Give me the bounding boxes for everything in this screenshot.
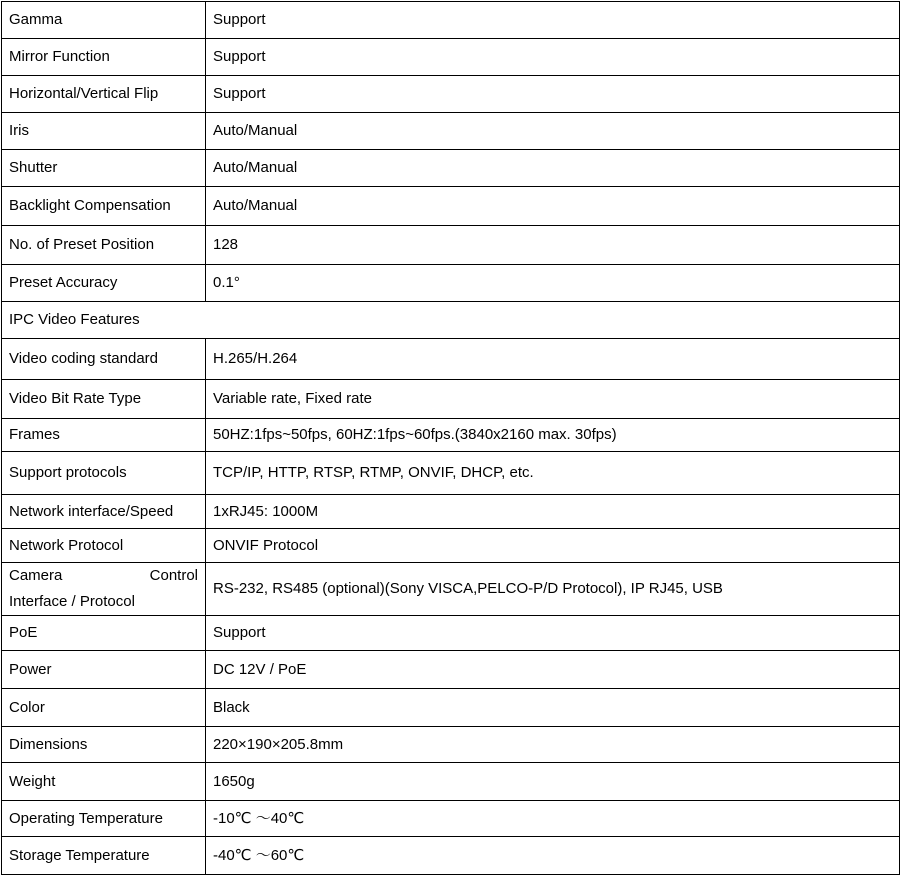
spec-value: 1xRJ45: 1000M: [206, 495, 900, 529]
spec-label: Mirror Function: [2, 39, 206, 76]
spec-value: TCP/IP, HTTP, RTSP, RTMP, ONVIF, DHCP, etc.: [206, 452, 900, 495]
table-row: [2, 563, 900, 616]
spec-value: RS-232, RS485 (optional)(Sony VISCA,PELCO-P/D Protocol), IP RJ45, USB: [206, 563, 900, 616]
table-row: [2, 39, 900, 76]
spec-value: Support: [206, 39, 900, 76]
spec-value: Support: [206, 2, 900, 39]
spec-label: Preset Accuracy: [2, 265, 206, 302]
spec-label: Horizontal/Vertical Flip: [2, 76, 206, 113]
spec-label: Video Bit Rate Type: [2, 380, 206, 419]
specification-table: [1, 1, 900, 875]
table-row: [2, 763, 900, 801]
spec-label: Weight: [2, 763, 206, 801]
spec-value: Support: [206, 616, 900, 651]
spec-value: -10℃ ～40℃: [206, 801, 900, 837]
spec-label: Support protocols: [2, 452, 206, 495]
section-title: IPC Video Features: [2, 302, 900, 339]
table-row: [2, 113, 900, 150]
spec-label: Storage Temperature: [2, 837, 206, 875]
table-row: [2, 150, 900, 187]
table-row: [2, 226, 900, 265]
spec-label: Video coding standard: [2, 339, 206, 380]
spec-label-camera-control: [2, 563, 206, 616]
spec-label: PoE: [2, 616, 206, 651]
spec-label: Backlight Compensation: [2, 187, 206, 226]
table-row: [2, 651, 900, 689]
spec-label: Shutter: [2, 150, 206, 187]
spec-value: ONVIF Protocol: [206, 529, 900, 563]
spec-label: Network interface/Speed: [2, 495, 206, 529]
label-line: Interface / Protocol: [9, 593, 135, 610]
table-row: [2, 616, 900, 651]
spec-label: Power: [2, 651, 206, 689]
spec-label: Color: [2, 689, 206, 727]
spec-label: Iris: [2, 113, 206, 150]
label-word: Control: [149, 567, 198, 584]
table-row: [2, 837, 900, 875]
spec-value: 220×190×205.8mm: [206, 727, 900, 763]
spec-label: Gamma: [2, 2, 206, 39]
label-word: Camera: [9, 567, 63, 584]
spec-value: 0.1°: [206, 265, 900, 302]
spec-value: Variable rate, Fixed rate: [206, 380, 900, 419]
table-row: [2, 529, 900, 563]
spec-value: Auto/Manual: [206, 150, 900, 187]
table-row: [2, 2, 900, 39]
spec-label: Frames: [2, 419, 206, 452]
table-row: [2, 76, 900, 113]
spec-label: No. of Preset Position: [2, 226, 206, 265]
table-row: [2, 495, 900, 529]
table-row: [2, 187, 900, 226]
table-row: [2, 801, 900, 837]
spec-label: Dimensions: [2, 727, 206, 763]
table-row: [2, 265, 900, 302]
table-row: [2, 380, 900, 419]
section-header-row: [2, 302, 900, 339]
spec-value: Auto/Manual: [206, 113, 900, 150]
table-row: [2, 339, 900, 380]
spec-value: 1650g: [206, 763, 900, 801]
spec-label: Network Protocol: [2, 529, 206, 563]
table-row: [2, 689, 900, 727]
spec-label: Operating Temperature: [2, 801, 206, 837]
spec-value: DC 12V / PoE: [206, 651, 900, 689]
spec-value: -40℃ ～60℃: [206, 837, 900, 875]
table-row: [2, 727, 900, 763]
spec-value: 50HZ:1fps~50fps, 60HZ:1fps~60fps.(3840x2160 max. 30fps): [206, 419, 900, 452]
table-row: [2, 452, 900, 495]
spec-value: Auto/Manual: [206, 187, 900, 226]
spec-value: Support: [206, 76, 900, 113]
spec-value: 128: [206, 226, 900, 265]
table-row: [2, 419, 900, 452]
spec-value: H.265/H.264: [206, 339, 900, 380]
spec-value: Black: [206, 689, 900, 727]
